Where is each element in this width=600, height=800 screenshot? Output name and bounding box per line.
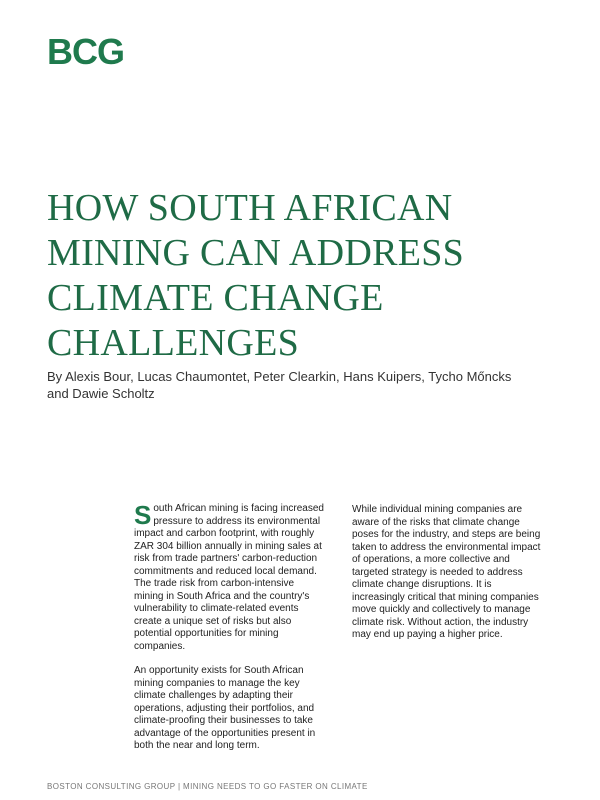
body-paragraph: An opportunity exists for South African mining companies to manage the key climate challenges by adapting their operations, adjusting their portfolios, and climate-proofing their businesses to take advantage of the opportunities present in both the near and long term. [134,665,316,751]
drop-cap: S [134,500,152,530]
title-line: HOW SOUTH AFRICAN [47,187,453,229]
body-column-right [352,504,542,654]
page-footer: BOSTON CONSULTING GROUP | MINING NEEDS TO GO FASTER ON CLIMATE [47,782,368,791]
body-column-left [134,500,324,765]
title-line: CHALLENGES [47,322,300,364]
bcg-logo: BCG [47,31,124,72]
body-paragraph: While individual mining companies are aware of the risks that climate change poses for the industry, and steps are being taken to address the environmental impact of operations, a more collective and targeted strategy is needed to address climate change disruptions. It is increasingly critical that mining companies move quickly and collectively to manage climate risk. Without action, the industry may end up paying a higher price. [352,504,541,640]
body-paragraph [134,500,324,653]
title-line: MINING CAN ADDRESS [47,232,465,274]
authors-byline: By Alexis Bour, Lucas Chaumontet, Peter Clearkin, Hans Kuipers, Tycho Mőncks and Dawie Scholtz [47,369,512,401]
title-line: CLIMATE CHANGE [47,277,384,319]
paragraph-text: outh African mining is facing increased pressure to address its environmental impact and carbon footprint, with roughly ZAR 304 billion annually in mining sales at risk from trade partners' carbon-reduction commitments and reduced local demand. The trade risk from carbon-intensive mining in South Africa and the country's vulnerability to climate-related events create a unique set of risks but also potential opportunities for mining companies. [134,503,324,652]
page-title [47,186,567,366]
